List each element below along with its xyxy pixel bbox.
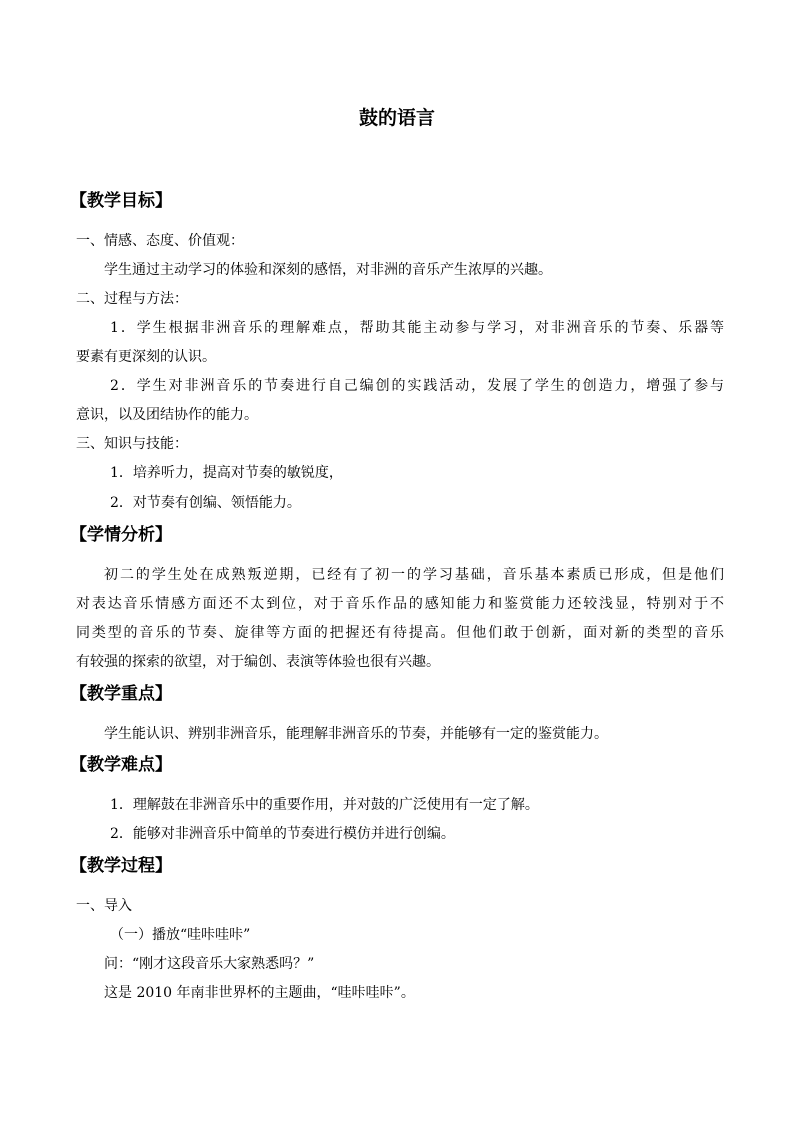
objectives-skills-2: 2．对节奏有创编、领悟能力。 bbox=[110, 495, 301, 511]
analysis-line-1: 初二的学生处在成熟叛逆期，已经有了初一的学习基础，音乐基本素质已形成，但是他们 bbox=[104, 567, 724, 583]
key-points-text: 学生能认识、辨别非洲音乐，能理解非洲音乐的节奏，并能够有一定的鉴赏能力。 bbox=[104, 726, 608, 742]
objectives-emotion-text: 学生通过主动学习的体验和深刻的感悟，对非洲的音乐产生浓厚的兴趣。 bbox=[104, 262, 552, 278]
objectives-skills-heading: 三、知识与技能： bbox=[76, 436, 188, 452]
objectives-process-2b: 意识，以及团结协作的能力。 bbox=[76, 407, 258, 423]
process-answer: 这是 2010 年南非世界杯的主题曲，“哇咔哇咔”。 bbox=[104, 985, 415, 1001]
analysis-line-2: 对表达音乐情感方面还不太到位，对于音乐作品的感知能力和鉴赏能力还较浅显，特别对于不 bbox=[76, 596, 724, 612]
heading-process: 【教学过程】 bbox=[70, 856, 172, 876]
document-title: 鼓的语言 bbox=[358, 107, 435, 129]
analysis-line-4: 有较强的探索的欲望，对于编创、表演等体验也很有兴趣。 bbox=[76, 654, 440, 670]
difficulties-item-2: 2．能够对非洲音乐中简单的节奏进行模仿并进行创编。 bbox=[110, 826, 455, 842]
heading-objectives: 【教学目标】 bbox=[70, 191, 172, 211]
process-intro-heading: 一、导入 bbox=[76, 898, 132, 914]
heading-analysis: 【学情分析】 bbox=[70, 525, 172, 545]
process-question: 问：“刚才这段音乐大家熟悉吗？” bbox=[104, 956, 315, 972]
objectives-process-1b: 要素有更深刻的认识。 bbox=[76, 349, 216, 365]
objectives-skills-1: 1．培养听力，提高对节奏的敏锐度， bbox=[110, 465, 343, 481]
heading-key-points: 【教学重点】 bbox=[70, 684, 172, 704]
heading-difficulties: 【教学难点】 bbox=[70, 755, 172, 775]
objectives-process-2a: 2．学生对非洲音乐的节奏进行自己编创的实践活动，发展了学生的创造力，增强了参与 bbox=[110, 378, 724, 394]
objectives-process-heading: 二、过程与方法： bbox=[76, 291, 188, 307]
process-play: （一）播放“哇咔哇咔” bbox=[110, 927, 251, 943]
objectives-emotion-heading: 一、情感、态度、价值观： bbox=[76, 233, 244, 249]
objectives-process-1a: 1．学生根据非洲音乐的理解难点，帮助其能主动参与学习，对非洲音乐的节奏、乐器等 bbox=[110, 320, 724, 336]
analysis-line-3: 同类型的音乐的节奏、旋律等方面的把握还有待提高。但他们敢于创新，面对新的类型的音乐 bbox=[76, 625, 724, 641]
difficulties-item-1: 1．理解鼓在非洲音乐中的重要作用，并对鼓的广泛使用有一定了解。 bbox=[110, 797, 539, 813]
